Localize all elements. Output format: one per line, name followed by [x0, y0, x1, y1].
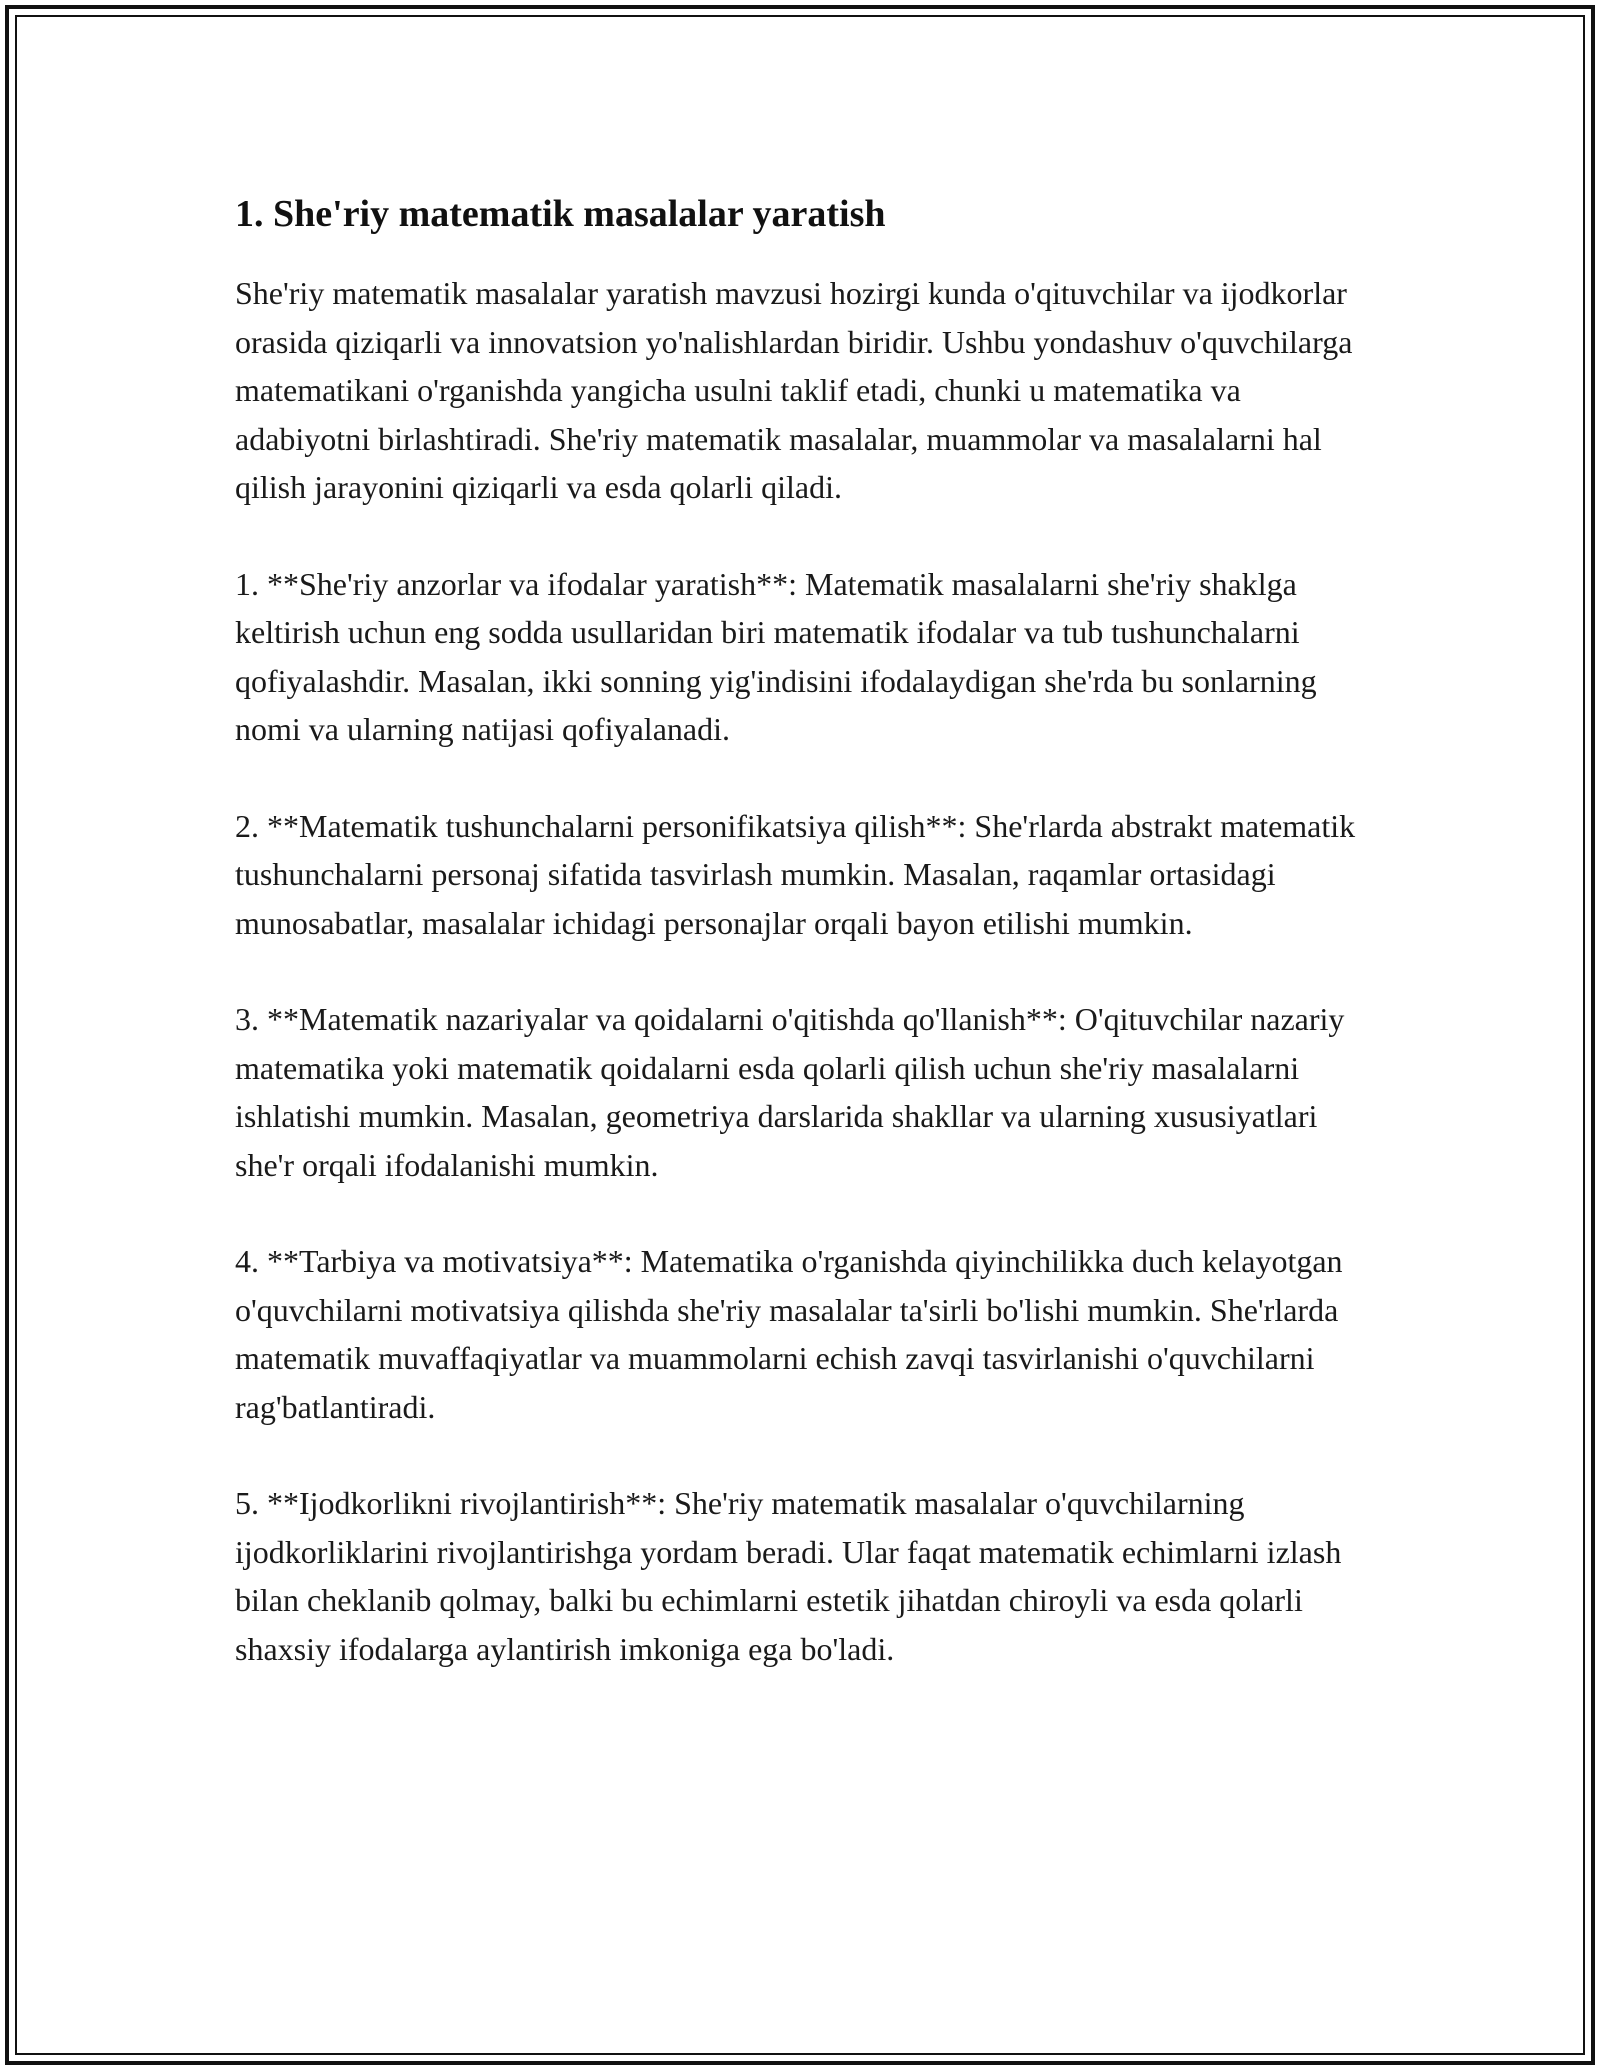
list-item: 3. **Matematik nazariyalar va qoidalarni o'qitishda qo'llanish**: O'qituvchilar nazariy matematika yoki matematik qoidalarni esda qolarli qilish uchun she'riy masalalarni ishlatishi mumkin. Masalan, geometriya darslarida shakllar va ularning xususiyatlari she'r orqali ifodalanishi mumkin. [235, 1001, 1345, 1183]
list-item: 1. **She'riy anzorlar va ifodalar yaratish**: Matematik masalalarni she'riy shaklga keltirish uchun eng sodda usullaridan biri matematik ifodalar va tub tushunchalarni qofiyalashdir. Masalan, ikki sonning yig'indisini ifodalaydigan she'rda bu sonlarning nomi va ularning natijasi qofiyalanadi. [235, 565, 1317, 747]
list-item: 4. **Tarbiya va motivatsiya**: Matematika o'rganishda qiyinchilikka duch kelayotgan o'quvchilarni motivatsiya qilishda she'riy masalalar ta'sirli bo'lishi mumkin. She'rlarda matematik muvaffaqiyatlar va muammolarni echish zavqi tasvirlanishi o'quvchilarni rag'batlantiradi. [235, 1243, 1343, 1425]
document-body [235, 185, 1365, 1721]
intro-paragraph: She'riy matematik masalalar yaratish mavzusi hozirgi kunda o'qituvchilar va ijodkorlar orasida qiziqarli va innovatsion yo'nalishlardan biridir. Ushbu yondashuv o'quvchilarga matematikani o'rganishda yangicha usulni taklif etadi, chunki u matematika va adabiyotni birlashtiradi. She'riy matematik masalalar, muammolar va masalalarni hal qilish jarayonini qiziqarli va esda qolarli qiladi. [235, 275, 1353, 505]
list-item: 2. **Matematik tushunchalarni personifikatsiya qilish**: She'rlarda abstrakt matematik tushunchalarni personaj sifatida tasvirlash mumkin. Masalan, raqamlar ortasidagi munosabatlar, masalalar ichidagi personajlar orqali bayon etilishi mumkin. [235, 807, 1356, 941]
document-title: 1. She'riy matematik masalalar yaratish [235, 193, 886, 235]
list-item: 5. **Ijodkorlikni rivojlantirish**: She'riy matematik masalalar o'quvchilarning ijodkorliklarini rivojlantirishga yordam beradi. Ular faqat matematik echimlarni izlash bilan cheklanib qolmay, balki bu echimlarni estetik jihatdan chiroyli va esda qolarli shaxsiy ifodalarga aylantirish imkoniga ega bo'ladi. [235, 1485, 1342, 1667]
